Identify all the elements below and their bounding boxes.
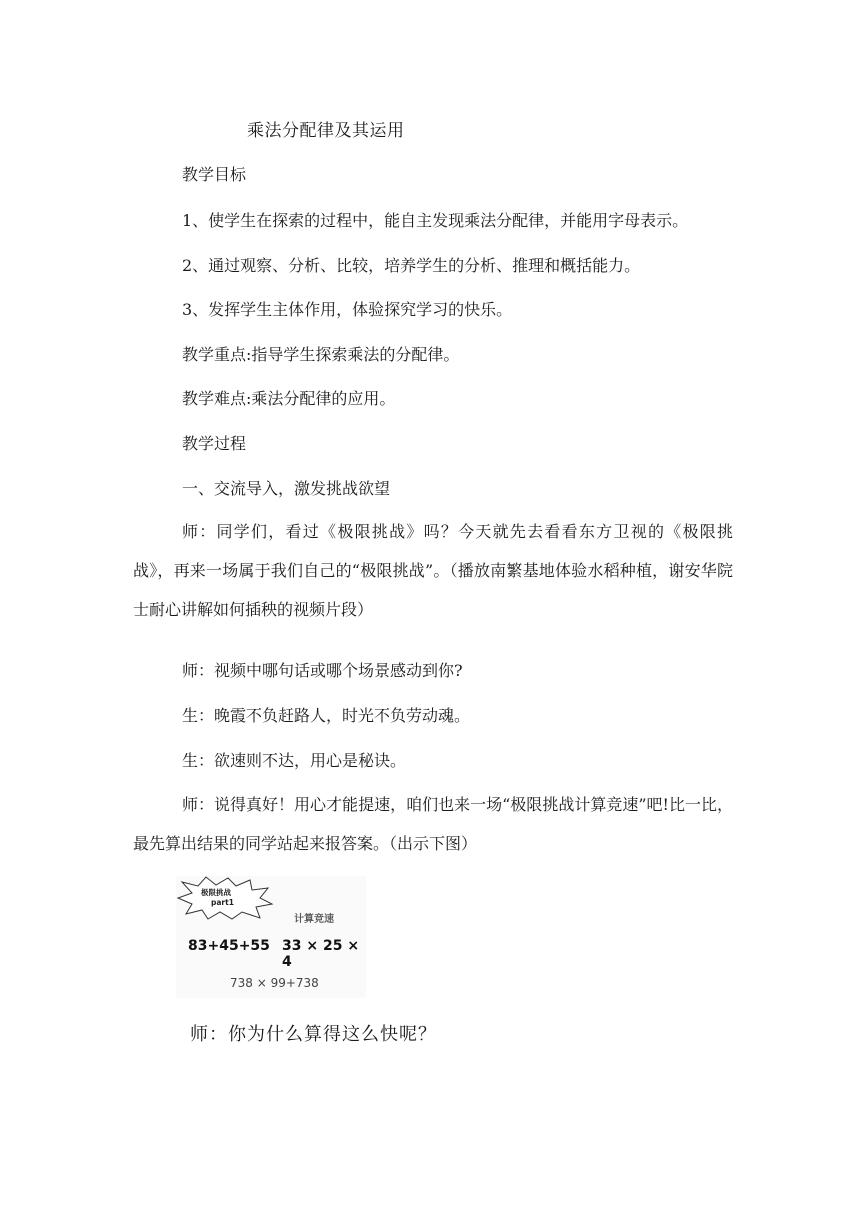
challenge-figure — [176, 876, 366, 998]
dialogue-teacher-followup: 师：你为什么算得这么快呢？ — [190, 1024, 437, 1045]
section-heading-1: 一、交流导入，激发挑战欲望 — [182, 479, 391, 498]
heading-teaching-goals: 教学目标 — [182, 165, 247, 184]
badge-part: part1 — [211, 898, 234, 907]
document-title: 乘法分配律及其运用 — [247, 121, 405, 141]
heading-teaching-process: 教学过程 — [182, 434, 247, 453]
dialogue-teacher-question: 师：视频中哪句话或哪个场景感动到你? — [182, 661, 463, 680]
teaching-key-point: 教学重点:指导学生探索乘法的分配律。 — [182, 345, 460, 364]
paragraph-challenge: 师：说得真好！用心才能提速，咱们也来一场“极限挑战计算竞速”吧!比一比，最先算出结果的同学站起来报答案。（出示下图） — [133, 795, 733, 853]
paragraph-intro: 师：同学们，看过《极限挑战》吗？今天就先去看看东方卫视的《极限挑战》，再来一场属于我们自己的“极限挑战”。（播放南繁基地体验水稻种植，谢安华院士耐心讲解如何插秧的视频片段） — [133, 522, 733, 619]
expression-2: 33 × 25 × 4 — [282, 938, 360, 970]
goal-item-3: 3、发挥学生主体作用，体验探究学习的快乐。 — [182, 300, 513, 319]
teaching-difficulty: 教学难点:乘法分配律的应用。 — [182, 389, 396, 408]
figure-caption: 计算竞速 — [294, 914, 334, 925]
dialogue-student-answer-2: 生：欲速则不达，用心是秘诀。 — [182, 751, 407, 770]
expression-1: 83+45+55 — [188, 938, 270, 954]
badge-title: 极限挑战 — [201, 888, 231, 897]
expression-3: 738 × 99+738 — [230, 976, 319, 990]
goal-item-1: 1、使学生在探索的过程中，能自主发现乘法分配律，并能用字母表示。 — [182, 211, 689, 230]
dialogue-student-answer-1: 生：晚霞不负赶路人，时光不负劳动魂。 — [182, 706, 471, 725]
goal-item-2: 2、通过观察、分析、比较，培养学生的分析、推理和概括能力。 — [182, 256, 641, 275]
